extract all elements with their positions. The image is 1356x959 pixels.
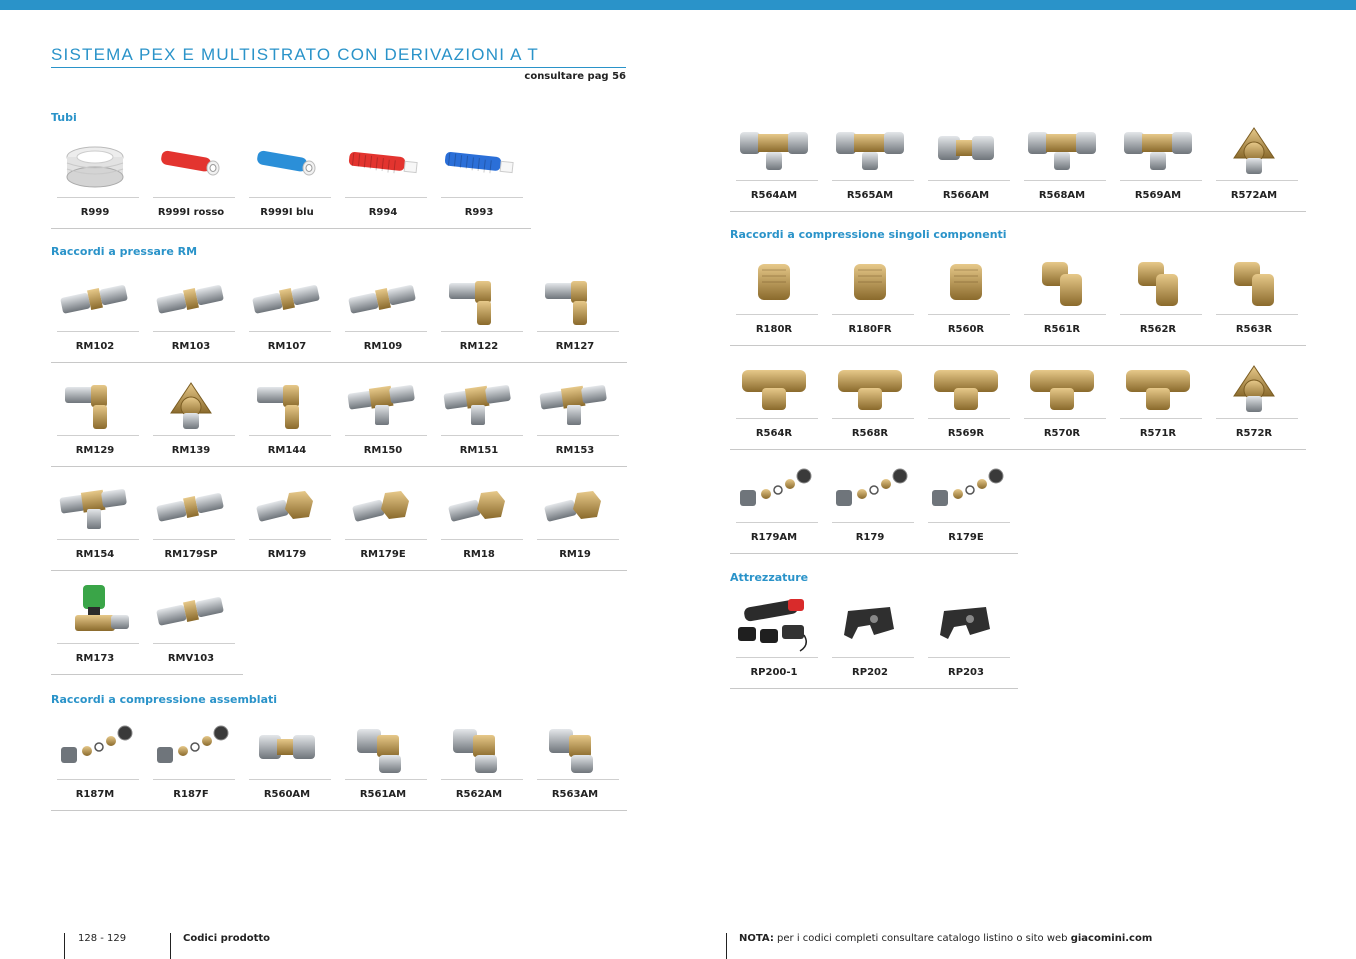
footer-note-label: NOTA: — [739, 933, 774, 944]
product-code: R179AM — [750, 532, 798, 543]
product-item-r570r — [1018, 346, 1106, 450]
compression-elbow-icon — [339, 717, 427, 777]
product-code: R564R — [755, 428, 793, 439]
product-item-rm173 — [51, 571, 139, 675]
product-code: RM179 — [267, 549, 307, 560]
product-item-r180r — [730, 242, 818, 346]
brass-tee-icon — [730, 356, 818, 416]
product-code: R572R — [1235, 428, 1273, 439]
item-divider — [928, 314, 1010, 315]
product-item-r999 — [51, 125, 139, 229]
product-code: R570R — [1043, 428, 1081, 439]
row-divider — [730, 553, 1018, 554]
press-elbow-icon — [243, 373, 331, 433]
section-title-assembled: Raccordi a compressione assemblati — [51, 693, 278, 706]
product-item-r994 — [339, 125, 427, 229]
item-divider — [928, 418, 1010, 419]
product-item-r179e — [922, 450, 1010, 554]
item-divider — [249, 331, 331, 332]
product-code: R560R — [947, 324, 985, 335]
brass-nipple-icon — [730, 252, 818, 312]
footer-note-text: per i codici completi consultare catalogo listino o sito web — [773, 933, 1071, 944]
product-item-r562r — [1114, 242, 1202, 346]
item-divider — [928, 180, 1010, 181]
press-adapter-icon — [531, 477, 619, 537]
product-item-r560r — [922, 242, 1010, 346]
product-code: R569AM — [1134, 190, 1182, 201]
product-code: RM173 — [75, 653, 115, 664]
footer-divider — [64, 933, 65, 959]
item-divider — [832, 657, 914, 658]
product-code: R179 — [855, 532, 885, 543]
section-title-tools: Attrezzature — [730, 571, 809, 584]
product-item-r563am — [531, 707, 619, 811]
item-divider — [832, 418, 914, 419]
product-item-rm179e — [339, 467, 427, 571]
item-divider — [832, 314, 914, 315]
compression-kit-icon — [51, 717, 139, 777]
wall-plate-elbow-icon — [1210, 118, 1298, 178]
product-item-r568r — [826, 346, 914, 450]
product-item-r993 — [435, 125, 523, 229]
item-divider — [1024, 418, 1106, 419]
press-coupling-icon — [147, 269, 235, 329]
brass-tee-icon — [922, 356, 1010, 416]
item-divider — [249, 197, 331, 198]
item-divider — [537, 539, 619, 540]
brass-nipple-icon — [826, 252, 914, 312]
press-adapter-icon — [243, 477, 331, 537]
press-coupling-icon — [243, 269, 331, 329]
press-tee-icon — [51, 477, 139, 537]
item-divider — [249, 779, 331, 780]
product-code: R569R — [947, 428, 985, 439]
product-item-rm144 — [243, 363, 331, 467]
insulated-pipe-icon — [243, 135, 331, 195]
product-code: R180R — [755, 324, 793, 335]
product-code: RM122 — [459, 341, 499, 352]
product-code: RM103 — [171, 341, 211, 352]
product-code: R561R — [1043, 324, 1081, 335]
product-item-r572am — [1210, 108, 1298, 212]
product-item-r187m — [51, 707, 139, 811]
press-valve-icon — [51, 581, 139, 641]
page-reference: consultare pag 56 — [524, 71, 626, 82]
product-item-rp200-1 — [730, 585, 818, 689]
product-item-rm153 — [531, 363, 619, 467]
product-code: RM151 — [459, 445, 499, 456]
product-code: RM144 — [267, 445, 307, 456]
press-coupling-icon — [147, 581, 235, 641]
product-item-r179am — [730, 450, 818, 554]
item-divider — [537, 331, 619, 332]
product-item-r180fr — [826, 242, 914, 346]
product-code: RM127 — [555, 341, 595, 352]
section-title-singles: Raccordi a compressione singoli componenti — [730, 228, 1007, 241]
insulated-pipe-icon — [147, 135, 235, 195]
product-item-r561r — [1018, 242, 1106, 346]
item-divider — [1216, 180, 1298, 181]
item-divider — [441, 197, 523, 198]
product-code: RM102 — [75, 341, 115, 352]
product-code: R564AM — [750, 190, 798, 201]
item-divider — [736, 180, 818, 181]
row-divider — [51, 810, 627, 811]
product-code: R568R — [851, 428, 889, 439]
product-code: RM153 — [555, 445, 595, 456]
product-item-r187f — [147, 707, 235, 811]
brass-tee-icon — [1114, 356, 1202, 416]
product-item-rm109 — [339, 259, 427, 363]
item-divider — [736, 314, 818, 315]
product-code: R563R — [1235, 324, 1273, 335]
product-code: RP202 — [852, 667, 888, 678]
row-divider — [51, 228, 531, 229]
item-divider — [441, 779, 523, 780]
item-divider — [57, 197, 139, 198]
press-tee-icon — [339, 373, 427, 433]
footer-divider — [170, 933, 171, 959]
compression-tee-icon — [1018, 118, 1106, 178]
item-divider — [441, 539, 523, 540]
product-item-rm103 — [147, 259, 235, 363]
product-item-r571r — [1114, 346, 1202, 450]
row-divider — [730, 688, 1018, 689]
product-code: RMV103 — [167, 653, 215, 664]
brass-elbow-icon — [1114, 252, 1202, 312]
brass-elbow-icon — [1210, 252, 1298, 312]
compression-kit-icon — [922, 460, 1010, 520]
compression-coupling-icon — [922, 118, 1010, 178]
item-divider — [345, 435, 427, 436]
item-divider — [928, 657, 1010, 658]
product-item-rp203 — [922, 585, 1010, 689]
item-divider — [345, 331, 427, 332]
product-code: R994 — [368, 207, 398, 218]
compression-elbow-icon — [531, 717, 619, 777]
brass-tee-icon — [1018, 356, 1106, 416]
product-code: RM129 — [75, 445, 115, 456]
footer-note — [739, 933, 1152, 944]
compression-tee-icon — [1114, 118, 1202, 178]
pipe-coil-icon — [51, 135, 139, 195]
product-code: R999I blu — [260, 207, 314, 218]
product-code: RM18 — [463, 549, 495, 560]
press-elbow-icon — [435, 269, 523, 329]
item-divider — [153, 197, 235, 198]
press-jaw-icon — [922, 595, 1010, 655]
press-adapter-icon — [435, 477, 523, 537]
compression-tee-icon — [730, 118, 818, 178]
item-divider — [153, 643, 235, 644]
item-divider — [1216, 314, 1298, 315]
item-divider — [345, 779, 427, 780]
product-item-rm19 — [531, 467, 619, 571]
product-item-r568am — [1018, 108, 1106, 212]
product-item-rm18 — [435, 467, 523, 571]
compression-coupling-icon — [243, 717, 331, 777]
item-divider — [1024, 314, 1106, 315]
row-divider — [730, 211, 1306, 212]
product-item-r563r — [1210, 242, 1298, 346]
item-divider — [153, 331, 235, 332]
product-code: RP200-1 — [750, 667, 798, 678]
product-item-r179 — [826, 450, 914, 554]
product-item-rm179sp — [147, 467, 235, 571]
item-divider — [441, 435, 523, 436]
item-divider — [1120, 314, 1202, 315]
product-code: R560AM — [263, 789, 311, 800]
product-code: RM150 — [363, 445, 403, 456]
product-code: R999 — [80, 207, 110, 218]
item-divider — [1120, 180, 1202, 181]
product-code: R566AM — [942, 190, 990, 201]
item-divider — [57, 539, 139, 540]
item-divider — [57, 643, 139, 644]
section-title-rm: Raccordi a pressare RM — [51, 245, 198, 258]
press-tee-icon — [531, 373, 619, 433]
brass-tee-icon — [826, 356, 914, 416]
item-divider — [736, 522, 818, 523]
corrugated-pipe-icon — [339, 135, 427, 195]
footer-note-site[interactable]: giacomini.com — [1070, 933, 1153, 944]
product-code: RM139 — [171, 445, 211, 456]
press-coupling-icon — [51, 269, 139, 329]
top-accent-bar — [0, 0, 1356, 10]
product-code: RP203 — [948, 667, 984, 678]
product-item-r564r — [730, 346, 818, 450]
item-divider — [57, 779, 139, 780]
item-divider — [153, 779, 235, 780]
product-code: RM107 — [267, 341, 307, 352]
item-divider — [1120, 418, 1202, 419]
item-divider — [736, 418, 818, 419]
item-divider — [832, 180, 914, 181]
corrugated-pipe-icon — [435, 135, 523, 195]
title-underline — [51, 67, 626, 68]
press-tool-icon — [730, 595, 818, 655]
product-item-rm139 — [147, 363, 235, 467]
press-elbow-icon — [51, 373, 139, 433]
product-item-r564am — [730, 108, 818, 212]
product-code: R993 — [464, 207, 494, 218]
product-code: RM19 — [559, 549, 591, 560]
wall-plate-elbow-icon — [1210, 356, 1298, 416]
item-divider — [57, 435, 139, 436]
product-code: R571R — [1139, 428, 1177, 439]
item-divider — [345, 539, 427, 540]
product-item-r566am — [922, 108, 1010, 212]
item-divider — [249, 435, 331, 436]
product-item-r999i-rosso — [147, 125, 235, 229]
press-elbow-icon — [531, 269, 619, 329]
item-divider — [441, 331, 523, 332]
product-code: RM179SP — [164, 549, 218, 560]
product-item-rm107 — [243, 259, 331, 363]
product-item-r572r — [1210, 346, 1298, 450]
product-code: R999I rosso — [157, 207, 225, 218]
page-title: SISTEMA PEX E MULTISTRATO CON DERIVAZIONI A T — [51, 45, 539, 64]
item-divider — [928, 522, 1010, 523]
item-divider — [153, 435, 235, 436]
product-item-rm122 — [435, 259, 523, 363]
item-divider — [153, 539, 235, 540]
product-item-r999i-blu — [243, 125, 331, 229]
product-item-r569r — [922, 346, 1010, 450]
product-item-rm151 — [435, 363, 523, 467]
row-divider — [51, 674, 243, 675]
footer-page-numbers: 128 - 129 — [78, 933, 127, 944]
product-code: R187M — [75, 789, 115, 800]
product-item-rm150 — [339, 363, 427, 467]
product-code: R563AM — [551, 789, 599, 800]
product-item-rm154 — [51, 467, 139, 571]
product-code: RM109 — [363, 341, 403, 352]
item-divider — [345, 197, 427, 198]
compression-kit-icon — [826, 460, 914, 520]
press-coupling-icon — [147, 477, 235, 537]
compression-tee-icon — [826, 118, 914, 178]
press-jaw-icon — [826, 595, 914, 655]
item-divider — [832, 522, 914, 523]
brass-nipple-icon — [922, 252, 1010, 312]
product-item-r569am — [1114, 108, 1202, 212]
compression-kit-icon — [147, 717, 235, 777]
product-code: R562AM — [455, 789, 503, 800]
product-code: R179E — [948, 532, 984, 543]
press-adapter-icon — [339, 477, 427, 537]
product-code: R562R — [1139, 324, 1177, 335]
product-item-rm129 — [51, 363, 139, 467]
product-code: RM154 — [75, 549, 115, 560]
product-item-rm102 — [51, 259, 139, 363]
product-code: R572AM — [1230, 190, 1278, 201]
item-divider — [537, 435, 619, 436]
item-divider — [537, 779, 619, 780]
product-code: RM179E — [360, 549, 406, 560]
product-item-rm127 — [531, 259, 619, 363]
item-divider — [249, 539, 331, 540]
product-item-r560am — [243, 707, 331, 811]
product-code: R180FR — [848, 324, 892, 335]
product-code: R187F — [173, 789, 209, 800]
compression-kit-icon — [730, 460, 818, 520]
product-item-r561am — [339, 707, 427, 811]
item-divider — [1024, 180, 1106, 181]
product-item-rp202 — [826, 585, 914, 689]
footer-section-label: Codici prodotto — [183, 933, 271, 944]
product-code: R565AM — [846, 190, 894, 201]
item-divider — [57, 331, 139, 332]
footer-divider — [726, 933, 727, 959]
product-item-r562am — [435, 707, 523, 811]
item-divider — [736, 657, 818, 658]
compression-elbow-icon — [435, 717, 523, 777]
brass-elbow-icon — [1018, 252, 1106, 312]
product-code: R568AM — [1038, 190, 1086, 201]
item-divider — [1216, 418, 1298, 419]
product-item-r565am — [826, 108, 914, 212]
wall-plate-elbow-icon — [147, 373, 235, 433]
product-item-rm179 — [243, 467, 331, 571]
product-item-rmv103 — [147, 571, 235, 675]
product-code: R561AM — [359, 789, 407, 800]
press-coupling-icon — [339, 269, 427, 329]
section-title-tubi: Tubi — [51, 111, 77, 124]
press-tee-icon — [435, 373, 523, 433]
